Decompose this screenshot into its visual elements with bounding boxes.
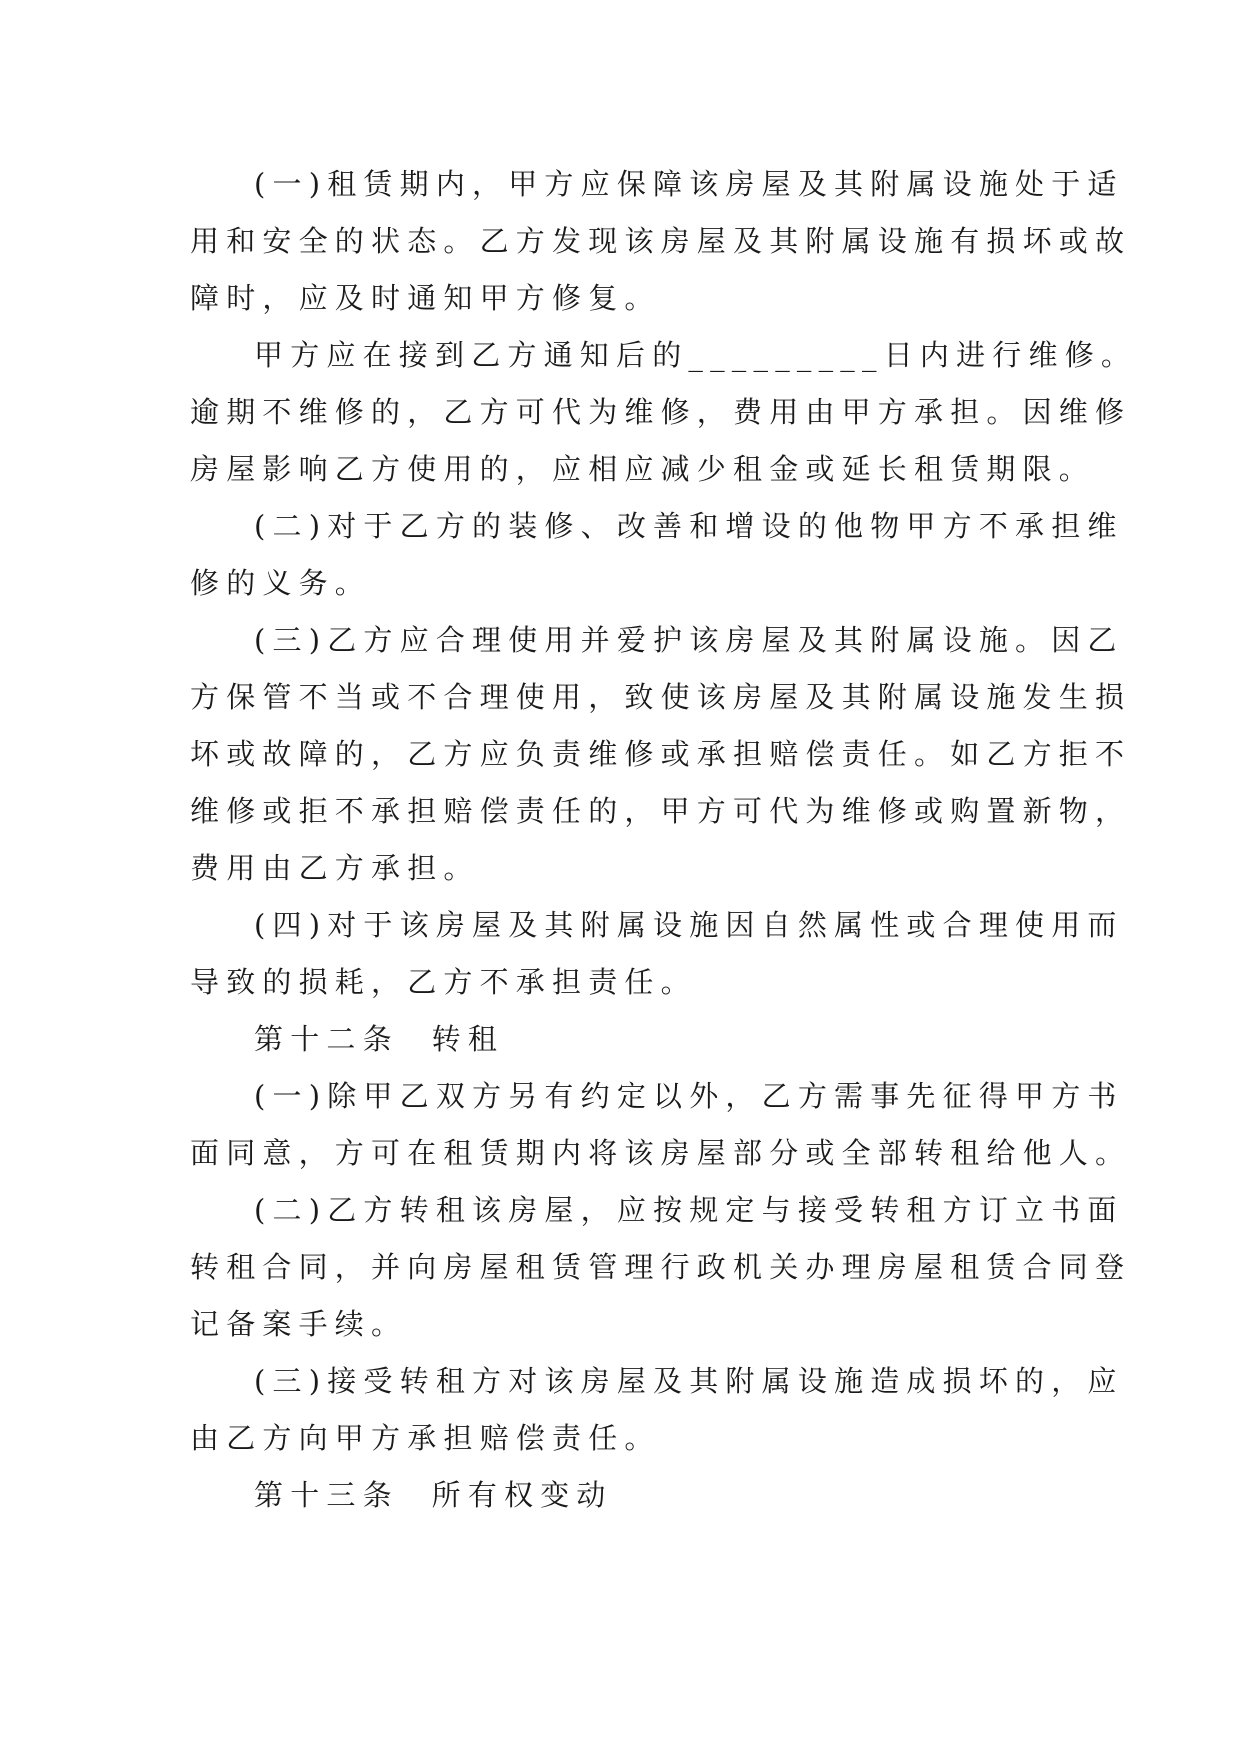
text-line: 由乙方向甲方承担赔偿责任。 — [190, 1421, 661, 1455]
article-heading: 第十三条 所有权变动 — [254, 1478, 613, 1512]
text-line: (二)乙方转租该房屋，应按规定与接受转租方订立书面 — [254, 1193, 1124, 1227]
text-line: 甲方应在接到乙方通知后的_________日内进行维修。 — [254, 338, 1138, 372]
text-line: 导致的损耗，乙方不承担责任。 — [190, 965, 697, 999]
text-line: 记备案手续。 — [190, 1307, 408, 1341]
text-line: 转租合同，并向房屋租赁管理行政机关办理房屋租赁合同登 — [190, 1250, 1132, 1284]
text-line: 方保管不当或不合理使用，致使该房屋及其附属设施发生损 — [190, 680, 1132, 714]
text-line: (一)除甲乙双方另有约定以外，乙方需事先征得甲方书 — [254, 1079, 1124, 1113]
text-line: 用和安全的状态。乙方发现该房屋及其附属设施有损坏或故 — [190, 224, 1132, 258]
text-line: (二)对于乙方的装修、改善和增设的他物甲方不承担维 — [254, 509, 1124, 543]
text-line: 房屋影响乙方使用的，应相应减少租金或延长租赁期限。 — [190, 452, 1096, 486]
text-line: (四)对于该房屋及其附属设施因自然属性或合理使用而 — [254, 908, 1124, 942]
text-line: (三)乙方应合理使用并爱护该房屋及其附属设施。因乙 — [254, 623, 1124, 657]
text-line: (三)接受转租方对该房屋及其附属设施造成损坏的，应 — [254, 1364, 1124, 1398]
text-line: 坏或故障的，乙方应负责维修或承担赔偿责任。如乙方拒不 — [190, 737, 1132, 771]
text-line: 费用由乙方承担。 — [190, 851, 480, 885]
article-heading: 第十二条 转租 — [254, 1022, 505, 1056]
text-line: 维修或拒不承担赔偿责任的，甲方可代为维修或购置新物， — [190, 794, 1132, 828]
text-line: 逾期不维修的，乙方可代为维修，费用由甲方承担。因维修 — [190, 395, 1132, 429]
text-line: 修的义务。 — [190, 566, 372, 600]
text-line: 障时，应及时通知甲方修复。 — [190, 281, 661, 315]
text-line: 面同意，方可在租赁期内将该房屋部分或全部转租给他人。 — [190, 1136, 1132, 1170]
text-line: (一)租赁期内，甲方应保障该房屋及其附属设施处于适 — [254, 167, 1124, 201]
